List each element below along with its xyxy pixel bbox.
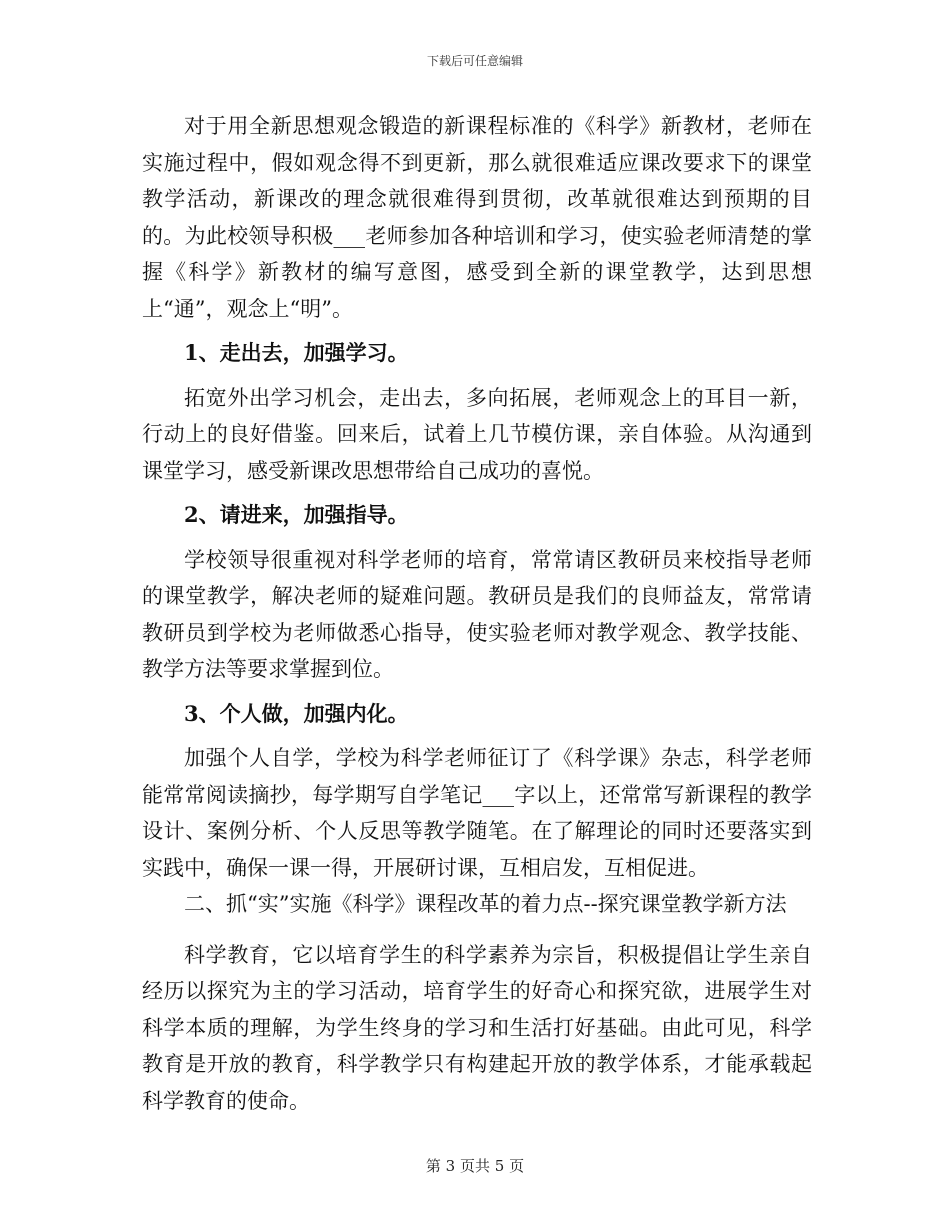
- page-header: 下载后可任意编辑: [426, 54, 523, 68]
- body-paragraph: 加强个人自学，学校为科学老师征订了《科学课》杂志，科学老师能常常阅读摘抄，每学期写自学笔记___字以上，还常常写新课程的教学设计、案例分析、个人反思等教学随笔。在了解理论的同时还要落实到实践中，确保一课一得，开展研讨课，互相启发，互相促进。: [142, 746, 812, 880]
- section-heading: 3、个人做，加强内化。: [184, 700, 409, 726]
- chapter-heading: 二、抓“实”实施《科学》课程改革的着力点--探究课堂教学新方法: [184, 892, 787, 916]
- body-paragraph: 学校领导很重视对科学老师的培育，常常请区教研员来校指导老师的课堂教学，解决老师的疑难问题。教研员是我们的良师益友，常常请教研员到学校为老师做悉心指导，使实验老师对教学观念、教学技能、教学方法等要求掌握到位。: [142, 547, 812, 681]
- document-body: [142, 108, 812, 1119]
- section-heading: 2、请进来，加强指导。: [184, 502, 409, 527]
- body-paragraph: 科学教育，它以培育学生的科学素养为宗旨，积极提倡让学生亲自经历以探究为主的学习活动，培育学生的好奇心和探究欲，进展学生对科学本质的理解，为学生终身的学习和生活打好基础。由此可见，科学教育是开放的教育，科学教学只有构建起开放的教学体系，才能承载起科学教育的使命。: [142, 942, 812, 1113]
- page-number: 第 3 页共 5 页: [425, 1157, 525, 1175]
- body-paragraph: 拓宽外出学习机会，走出去，多向拓展，老师观念上的耳目一新，行动上的良好借鉴。回来后，试着上几节模仿课，亲自体验。从沟通到课堂学习，感受新课改思想带给自己成功的喜悦。: [142, 385, 812, 483]
- section-heading: 1、走出去，加强学习。: [184, 340, 409, 365]
- body-paragraph: 对于用全新思想观念锻造的新课程标准的《科学》新教材，老师在实施过程中，假如观念得不到更新，那么就很难适应课改要求下的课堂教学活动，新课改的理念就很难得到贯彻，改革就很难达到预期的目的。为此校领导积极___老师参加各种培训和学习，使实验老师清楚的掌握《科学》新教材的编写意图，感受到全新的课堂教学，达到思想上“通”，观念上“明”。: [142, 114, 812, 321]
